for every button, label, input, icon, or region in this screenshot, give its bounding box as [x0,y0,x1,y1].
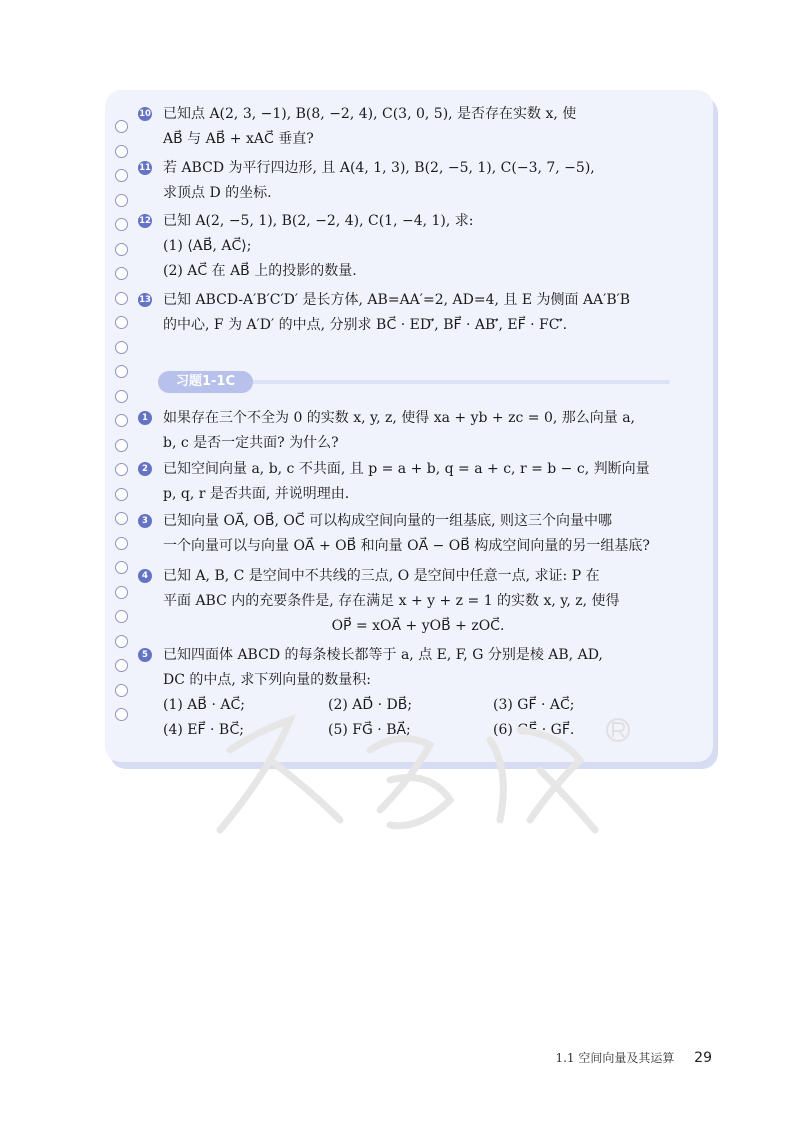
binder-ring [115,414,128,427]
binder-ring [115,659,128,672]
page-footer [555,1049,712,1066]
problem-text: AB⃗ 与 AB⃗ + xAC⃗ 垂直? [163,131,314,147]
problem-text: b, c 是否一定共面? 为什么? [163,435,339,451]
binder-ring [115,463,128,476]
problem-number: 2 [138,462,152,476]
problem-text: 一个向量可以与向量 OA⃗ + OB⃗ 和向量 OA⃗ − OB⃗ 构成空间向量的另一组基底? [163,538,650,554]
problem-text: 已知 A, B, C 是空间中不共线的三点, O 是空间中任意一点, 求证: P 在 [163,568,600,584]
problem-10 [138,102,698,152]
binder-ring [115,292,128,305]
binder-ring [115,243,128,256]
binder-ring [115,561,128,574]
problem-text: DC 的中点, 求下列向量的数量积: [163,672,372,688]
problem-text: (2) AC⃗ 在 AB⃗ 上的投影的数量. [163,263,357,279]
section-title: 习题1-1C [158,371,253,393]
problem-number: 10 [139,109,151,119]
subquestion: (6) GE⃗ · GF⃗. [493,722,575,738]
problem-number: 13 [139,295,151,305]
binder-ring [115,635,128,648]
problem-c3 [138,509,698,559]
binder-ring [115,610,128,623]
binder-ring [115,439,128,452]
binder-ring [115,390,128,403]
binder-ring [115,537,128,550]
binder-ring [115,684,128,697]
problem-text: 若 ABCD 为平行四边形, 且 A(4, 1, 3), B(2, −5, 1), C(−3, 7, −5), [163,160,595,176]
subquestion: (3) GF⃗ · AC⃗; [493,697,575,713]
problem-12 [138,209,698,284]
problem-text: 平面 ABC 内的充要条件是, 存在满足 x + y + z = 1 的实数 x, y, z, 使得 [163,593,620,609]
problem-number: 4 [138,569,152,583]
problem-11 [138,156,698,206]
problem-text: 的中心, F 为 A′D′ 的中点, 分别求 BC⃗ · ED′⃗, BF⃗ · AB′⃗, EF⃗ · FC′⃗. [163,317,568,333]
problem-text: 求顶点 D 的坐标. [163,185,272,201]
problem-number: 1 [138,411,152,425]
binder-ring [115,145,128,158]
page-number: 29 [694,1050,712,1066]
section-divider [250,380,670,384]
binder-ring [115,365,128,378]
binder-ring [115,169,128,182]
binder-ring [115,316,128,329]
problem-text: 已知向量 OA⃗, OB⃗, OC⃗ 可以构成空间向量的一组基底, 则这三个向量中哪 [163,513,612,529]
binder-ring [115,218,128,231]
problem-c2 [138,457,698,507]
binder-ring [115,586,128,599]
binder-ring [115,512,128,525]
subquestion: (5) FG⃗ · BA⃗; [328,722,411,738]
binder-ring [115,708,128,721]
problem-text: 如果存在三个不全为 0 的实数 x, y, z, 使得 xa + yb + zc = 0, 那么向量 a, [163,410,636,426]
binder-ring [115,194,128,207]
problem-c4 [138,564,698,639]
problem-text: 已知空间向量 a, b, c 不共面, 且 p = a + b, q = a + c, r = b − c, 判断向量 [163,461,650,477]
subquestion: (2) AD⃗ · DB⃗; [328,697,413,713]
binder-ring [115,341,128,354]
problem-text: 已知 A(2, −5, 1), B(2, −2, 4), C(1, −4, 1), 求: [163,213,474,229]
problem-number: 11 [139,163,151,173]
problem-text: 已知点 A(2, 3, −1), B(8, −2, 4), C(3, 0, 5), 是否存在实数 x, 使 [163,106,577,122]
problem-c1 [138,406,698,456]
footer-section: 1.1 空间向量及其运算 [555,1051,675,1065]
binder-ring [115,120,128,133]
problem-number: 3 [138,514,152,528]
formula: OP⃗ = xOA⃗ + yOB⃗ + zOC⃗. [331,618,505,634]
problem-13 [138,288,698,338]
problem-text: 已知 ABCD-A′B′C′D′ 是长方体, AB=AA′=2, AD=4, 且 E 为侧面 AA′B′B [163,292,631,308]
problem-number: 12 [139,216,151,226]
problem-text: p, q, r 是否共面, 并说明理由. [163,486,350,502]
problem-text: (1) ⟨AB⃗, AC⃗⟩; [163,238,252,254]
problem-text: 已知四面体 ABCD 的每条棱长都等于 a, 点 E, F, G 分别是棱 AB, AD, [163,647,603,663]
subquestion: (1) AB⃗ · AC⃗; [163,697,245,713]
binder-ring [115,488,128,501]
binder-ring [115,267,128,280]
subquestion: (4) EF⃗ · BC⃗; [163,722,244,738]
problem-number: 5 [138,648,152,662]
watermark-logo [200,690,630,840]
